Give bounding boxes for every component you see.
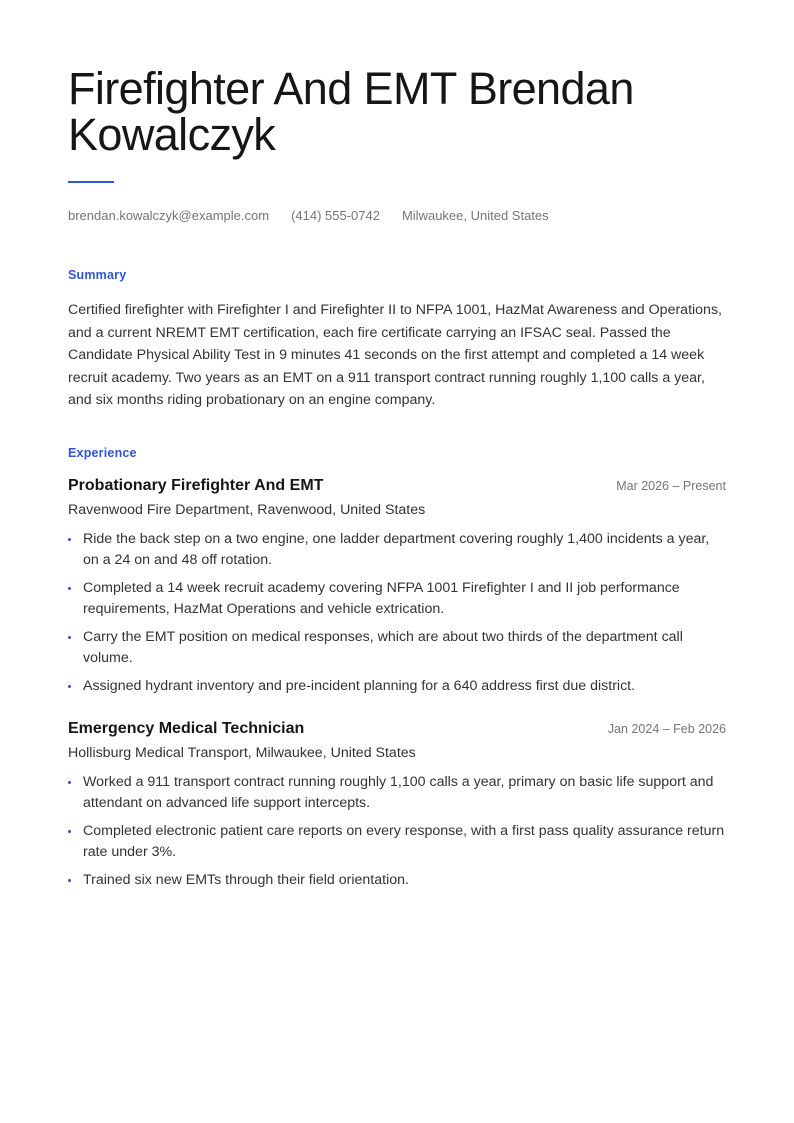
job-bullet xyxy=(68,676,726,697)
summary-text: Certified firefighter with Firefighter I and Firefighter II to NFPA 1001, HazMat Awareness and Operations, and a current NREMT EMT certification, each fire certificate carrying an IFSAC seal. Passed the Candidate Physical Ability Test in 9 minutes 41 seconds on the first attempt and completed a 14 week recruit academy. Two years as an EMT on a 911 transport contract running roughly 1,100 calls a year, and six months riding probationary on an engine company. xyxy=(68,302,722,409)
bullet-dot-icon xyxy=(68,538,71,541)
job-bullet-text: Completed electronic patient care reports on every response, with a first pass quality assurance return rate under 3%. xyxy=(83,823,725,860)
contact-location: Milwaukee, United States xyxy=(401,208,549,223)
job-bullet xyxy=(68,870,726,891)
bullet-dot-icon xyxy=(68,781,71,784)
job-bullet-text: Ride the back step on a two engine, one ladder department covering roughly 1,400 incidents a year, on a 24 on and 48 off rotation. xyxy=(83,531,710,568)
job-bullet-text: Worked a 911 transport contract running roughly 1,100 calls a year, primary on basic life support and attendant on advanced life support intercepts. xyxy=(83,774,714,811)
job-header xyxy=(68,477,726,499)
job-organization: Ravenwood Fire Department, Ravenwood, United States xyxy=(68,502,426,518)
contact-line xyxy=(68,207,571,224)
job-bullet-list xyxy=(68,529,726,697)
candidate-name: Firefighter And EMT Brendan Kowalczyk xyxy=(68,63,634,160)
job-title: Emergency Medical Technician xyxy=(68,720,305,737)
job-header xyxy=(68,720,726,742)
job-organization: Hollisburg Medical Transport, Milwaukee, United States xyxy=(68,745,416,761)
job-bullet xyxy=(68,529,726,571)
contact-email[interactable]: brendan.kowalczyk@example.com xyxy=(68,208,270,223)
job-bullet-text: Completed a 14 week recruit academy covering NFPA 1001 Firefighter I and II job performance requirements, HazMat Operations and vehicle extrication. xyxy=(83,580,680,617)
job-dates: Jan 2024 – Feb 2026 xyxy=(607,722,726,736)
job-dates: Mar 2026 – Present xyxy=(616,479,726,493)
contact-phone[interactable]: (414) 555-0742 xyxy=(291,208,380,223)
job-title: Probationary Firefighter And EMT xyxy=(68,477,324,494)
bullet-dot-icon xyxy=(68,636,71,639)
bullet-dot-icon xyxy=(68,879,71,882)
job-bullet xyxy=(68,627,726,669)
job-entry xyxy=(68,720,726,898)
job-bullet-text: Assigned hydrant inventory and pre-incident planning for a 640 address first due district. xyxy=(83,678,636,694)
job-entry xyxy=(68,477,726,704)
job-bullet xyxy=(68,772,726,814)
experience-heading: Experience xyxy=(68,446,137,460)
bullet-dot-icon xyxy=(68,685,71,688)
summary-heading: Summary xyxy=(68,268,127,282)
job-bullet xyxy=(68,578,726,620)
job-bullet-list xyxy=(68,772,726,891)
job-bullet-text: Carry the EMT position on medical responses, which are about two thirds of the department call volume. xyxy=(83,629,683,666)
header-accent-rule xyxy=(68,181,114,183)
job-bullet xyxy=(68,821,726,863)
job-bullet-text: Trained six new EMTs through their field orientation. xyxy=(83,872,409,888)
bullet-dot-icon xyxy=(68,830,71,833)
bullet-dot-icon xyxy=(68,587,71,590)
